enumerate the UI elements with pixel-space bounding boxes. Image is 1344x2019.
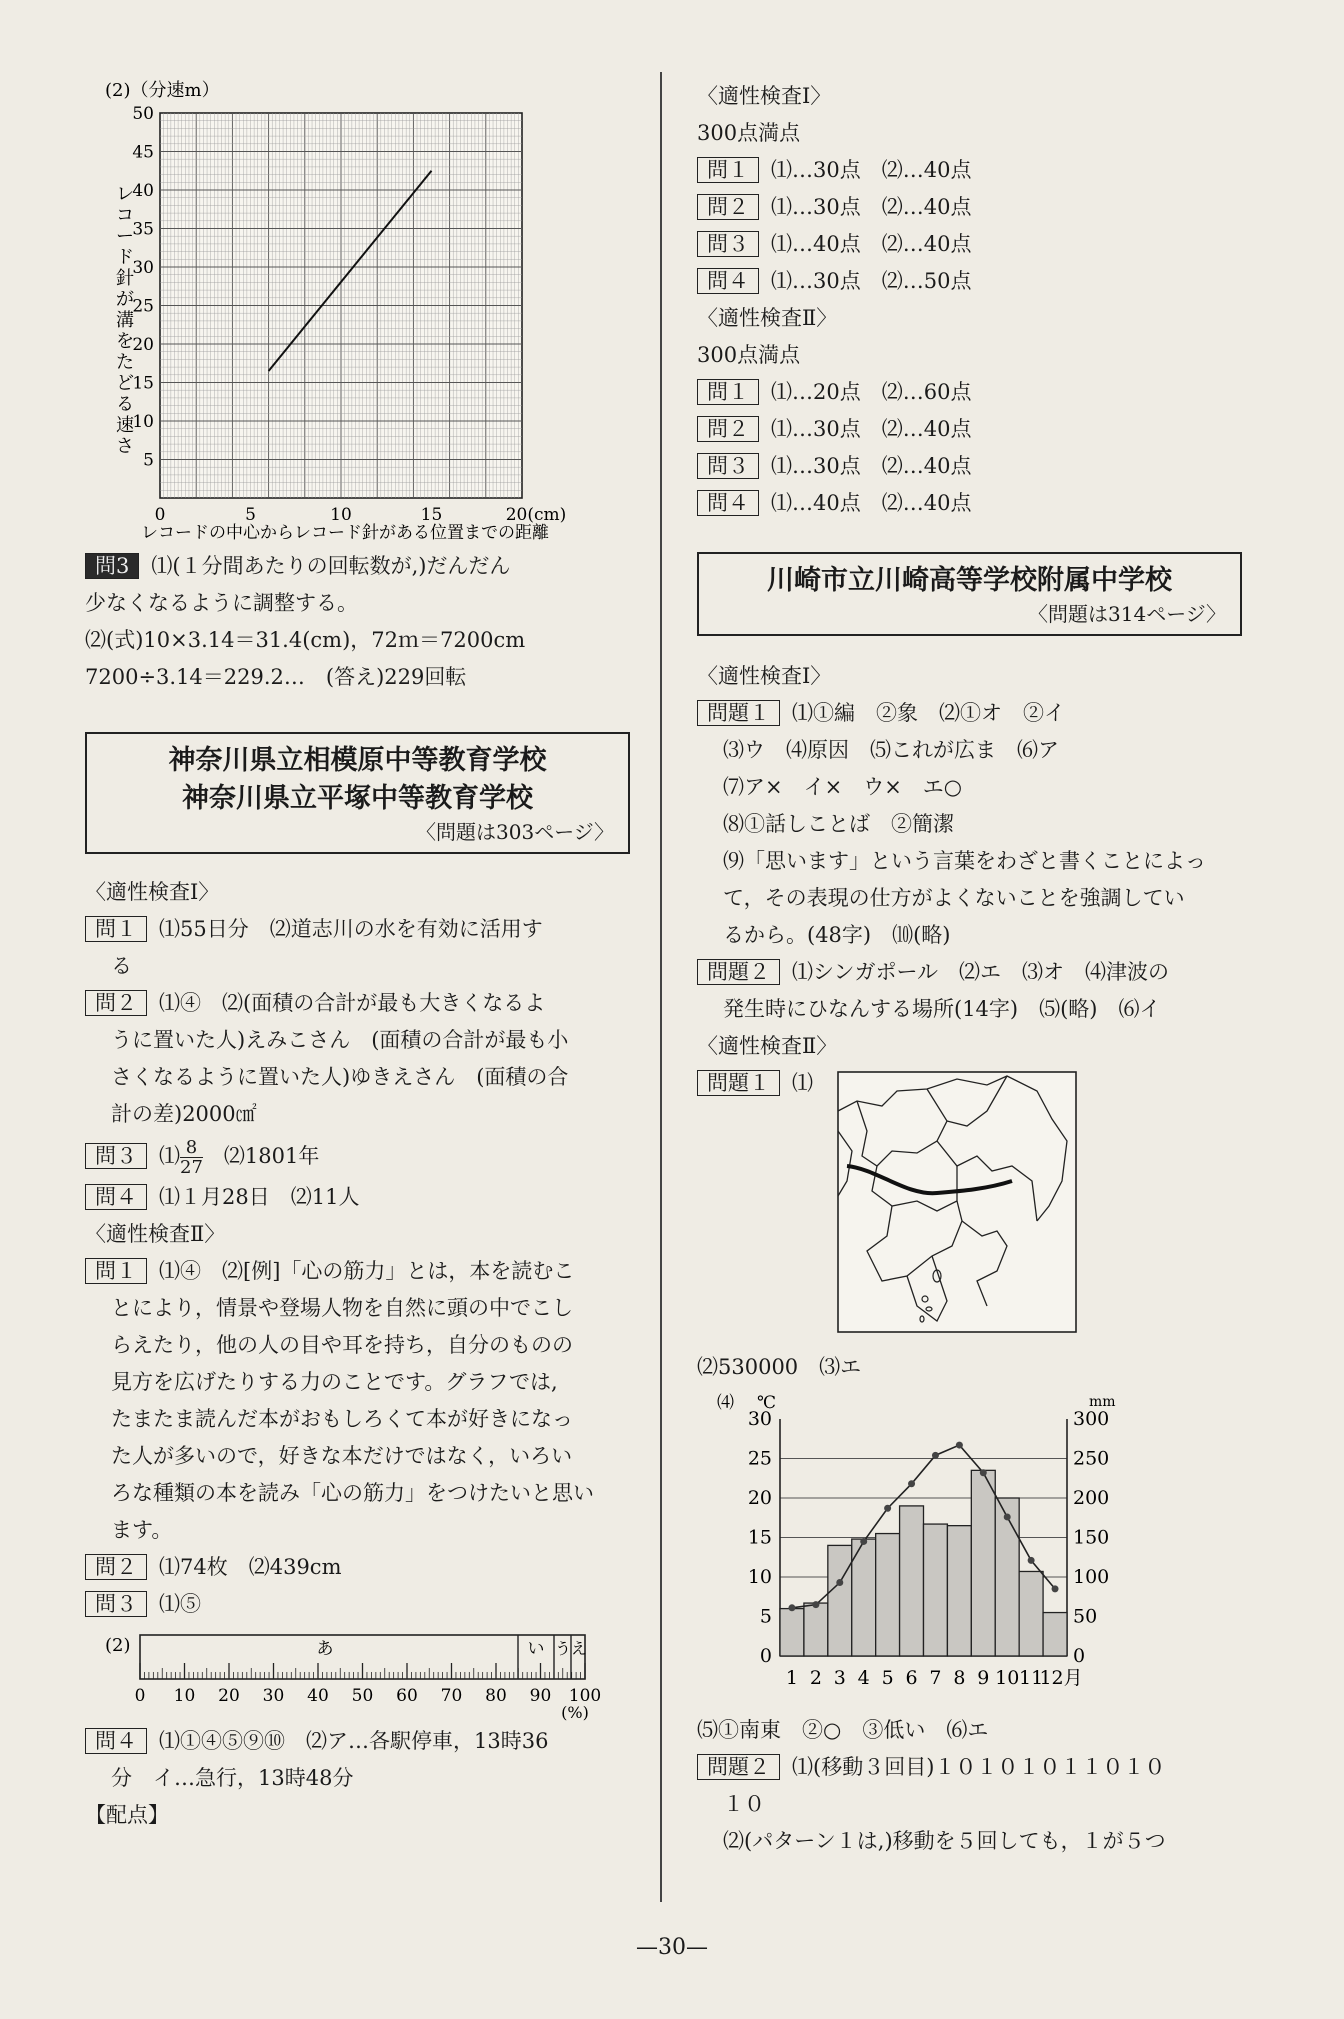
score-row-label: 問１	[697, 379, 759, 405]
right-column	[697, 78, 1242, 1860]
bar-scale-tick-label: 50	[351, 1686, 374, 1706]
t1-q2-l2: うに置いた人)えみこさん (面積の合計が最も小	[111, 1028, 569, 1052]
climate-left-unit: ℃	[757, 1393, 777, 1413]
climate-month-label: 5	[881, 1667, 894, 1689]
speed-chart-x-tick: 20(cm)	[505, 505, 567, 525]
climate-right-tick: 0	[1073, 1645, 1086, 1667]
bar-scale-tick-label: 20	[218, 1686, 240, 1706]
speed-chart-y-tick: 35	[132, 219, 154, 240]
q3-label: 問3	[85, 553, 139, 579]
climate-left-tick: 0	[759, 1645, 772, 1667]
test1-heading: 〈適性検査Ⅰ〉	[85, 880, 220, 904]
speed-chart-y-tick: 5	[143, 450, 154, 471]
speed-chart-x-tick: 15	[420, 505, 443, 525]
score-row-label: 問２	[697, 194, 759, 220]
temperature-point	[812, 1601, 819, 1608]
score-row-text: ⑴…40点 ⑵…40点	[771, 491, 972, 515]
score-row-label: 問２	[697, 416, 759, 442]
climate-month-label: 8	[953, 1667, 966, 1689]
t2-q1-label: 問１	[85, 1258, 147, 1284]
precipitation-bar	[780, 1609, 804, 1656]
climate-chart	[697, 1386, 1242, 1706]
temperature-point	[932, 1452, 939, 1459]
climate-month-label: 1	[785, 1667, 799, 1689]
score-row	[697, 448, 1242, 485]
climate-right-tick: 150	[1073, 1526, 1110, 1549]
speed-chart-ylabel-char: コ	[116, 205, 134, 226]
school-title-2: 神奈川県立平塚中等教育学校	[182, 783, 533, 814]
t1-q4-label: 問４	[85, 1184, 147, 1210]
precipitation-bar	[1043, 1613, 1067, 1656]
t1-q2-l1: ⑴④ ⑵(面積の合計が最も大きくなるよ	[159, 991, 546, 1015]
speed-chart-ylabel-char: ド	[116, 247, 134, 268]
k2-p1-map-prefix: ⑴	[792, 1071, 813, 1095]
k2-line-after-map: ⑵530000 ⑶エ	[697, 1355, 862, 1379]
speed-chart-ylabel-char: ー	[116, 226, 134, 247]
climate-left-tick: 25	[747, 1447, 772, 1470]
t1-q2-label: 問２	[85, 990, 147, 1016]
climate-right-tick: 100	[1073, 1566, 1110, 1588]
score-row-label: 問４	[697, 490, 759, 516]
haiten: 【配点】	[85, 1803, 169, 1827]
kanto-map	[837, 1071, 1077, 1333]
climate-right-unit: mm	[1089, 1394, 1116, 1410]
climate-month-label: 9	[977, 1667, 990, 1689]
temperature-point	[980, 1469, 987, 1476]
score-row-label: 問１	[697, 157, 759, 183]
column-divider	[660, 72, 662, 1902]
climate-left-tick: 30	[747, 1408, 772, 1430]
k1-p1-l2: ⑶ウ ⑷原因 ⑸これが広ま ⑹ア	[723, 738, 1059, 762]
speed-chart-ylabel-char: る	[116, 394, 134, 415]
bar-scale-tick-label: 30	[262, 1686, 285, 1706]
score-row	[697, 374, 1242, 411]
speed-chart-x-tick: 10	[330, 505, 352, 525]
speed-chart-ylabel-char: を	[116, 331, 134, 352]
t2-q1-l6: た人が多いので，好きな本だけではなく，いろい	[111, 1444, 573, 1468]
k2-p1-label: 問題１	[697, 1070, 780, 1096]
t2-q1-l8: ます。	[111, 1518, 173, 1542]
t1-q1-label: 問１	[85, 916, 147, 942]
segment-e: え	[570, 1639, 588, 1658]
climate-month-label: 11	[1019, 1667, 1044, 1689]
bar-scale-tick-label: 60	[396, 1686, 418, 1706]
score-row-text: ⑴…30点 ⑵…40点	[771, 195, 972, 219]
bar-scale-tick-label: 70	[440, 1686, 463, 1706]
k1-p1-l5: ⑼「思います」という言葉をわざと書くことによっ	[723, 849, 1206, 873]
bar-scale-unit: (%)	[561, 1703, 589, 1722]
temperature-point	[836, 1579, 843, 1586]
k1-p1-l4: ⑻①話しことば ②簡潔	[723, 812, 954, 836]
t1-q3-pre: ⑴	[159, 1144, 180, 1168]
speed-chart-label: (2)（分速m）	[105, 80, 220, 101]
bar-scale-prefix: (2)	[105, 1635, 131, 1656]
speed-chart-y-tick: 10	[132, 412, 154, 432]
speed-chart-y-tick: 50	[132, 104, 154, 124]
speed-chart-y-tick: 25	[132, 296, 154, 317]
segment-u: う	[554, 1639, 572, 1658]
left-column	[85, 78, 630, 1834]
temperature-point	[788, 1604, 795, 1611]
t2-q1-l5: たまたま読んだ本がおもしろくて本が好きになっ	[111, 1407, 573, 1431]
t2-q4-l1: ⑴①④⑤⑨⑩ ⑵ア…各駅停車，13時36	[159, 1729, 549, 1753]
climate-month-label: 7	[929, 1667, 942, 1689]
fraction-numerator: 8	[180, 1138, 203, 1158]
speed-chart-ylabel-char: レ	[116, 184, 134, 205]
climate-right-tick: 50	[1073, 1605, 1098, 1628]
score-row-text: ⑴…30点 ⑵…40点	[771, 158, 972, 182]
t1-q3-post: ⑵1801年	[202, 1144, 320, 1168]
k2-p2-l1: ⑴(移動３回目)１０１０１０１１０１０	[792, 1755, 1166, 1779]
k2-heading: 〈適性検査Ⅱ〉	[697, 1034, 838, 1058]
t1-q4-l1: ⑴１月28日 ⑵11人	[159, 1185, 360, 1209]
t2-q1-l4: 見方を広げたりする力のことです。グラフでは,	[111, 1370, 558, 1394]
k2-l5: ⑸①南東 ②○ ③低い ⑹エ	[697, 1718, 989, 1742]
score-row	[697, 152, 1242, 189]
climate-month-label: 12月	[1039, 1667, 1083, 1689]
speed-chart-x-tick: 5	[245, 505, 256, 525]
kawasaki-title: 川崎市立川崎高等学校附属中学校	[767, 565, 1172, 596]
climate-right-tick: 300	[1073, 1408, 1110, 1430]
q3-line3: ⑵(式)10×3.14＝31.4(cm)，72ｍ＝7200cm	[85, 628, 526, 652]
t1-q2-l4: 計の差)2000㎠	[111, 1102, 257, 1126]
speed-chart	[85, 78, 630, 548]
climate-month-label: 3	[833, 1667, 846, 1689]
t2-q3-l1: ⑴⑤	[159, 1592, 201, 1616]
bar-scale-tick-label: 90	[529, 1686, 552, 1706]
bar-scale-tick-label: 80	[485, 1686, 507, 1706]
kawasaki-sub: 〈問題は314ページ〉	[1028, 602, 1226, 626]
temperature-point	[884, 1505, 891, 1512]
climate-left-tick: 10	[747, 1566, 772, 1588]
temperature-point	[908, 1480, 915, 1487]
k1-p1-l7: るから。(48字) ⑽(略)	[723, 923, 951, 947]
bar-scale-tick-label: 10	[173, 1686, 196, 1706]
t1-q2-l3: さくなるように置いた人)ゆきえさん (面積の合	[111, 1065, 569, 1089]
speed-chart-y-tick: 20	[132, 335, 154, 355]
score-row	[697, 189, 1242, 226]
score-row-label: 問４	[697, 268, 759, 294]
climate-left-tick: 20	[747, 1487, 772, 1509]
a1-heading: 〈適性検査Ⅰ〉	[697, 84, 832, 108]
climate-left-tick: 15	[747, 1526, 772, 1549]
precipitation-bar	[900, 1506, 924, 1656]
speed-chart-xlabel: レコードの中心からレコード針がある位置までの距離	[141, 523, 549, 543]
t2-q1-l7: ろな種類の本を読み「心の筋力」をつけたいと思い	[111, 1481, 594, 1505]
q3-line4: 7200÷3.14＝229.2… (答え)229回転	[85, 665, 467, 689]
segment-i: い	[527, 1639, 545, 1659]
temperature-point	[956, 1442, 963, 1449]
q3-line1: ⑴(１分間あたりの回転数が,)だんだん	[151, 554, 511, 578]
k1-heading: 〈適性検査Ⅰ〉	[697, 664, 832, 688]
climate-left-tick: 5	[759, 1605, 772, 1628]
k2-p2-l2: １０	[723, 1792, 765, 1816]
t1-q3-label: 問３	[85, 1143, 147, 1169]
k1-p1-l1: ⑴①編 ②象 ⑵①オ ②イ	[792, 701, 1065, 725]
speed-chart-ylabel-char: 速	[116, 415, 134, 436]
score-row-text: ⑴…30点 ⑵…40点	[771, 454, 972, 478]
climate-right-tick: 250	[1073, 1447, 1110, 1470]
score-row-label: 問３	[697, 231, 759, 257]
school-box-kanagawa	[85, 732, 630, 854]
school-box-kawasaki	[697, 552, 1242, 636]
a2-total: 300点満点	[697, 343, 801, 367]
speed-chart-y-tick: 30	[132, 258, 154, 278]
t2-q2-l1: ⑴74枚 ⑵439cm	[159, 1555, 342, 1579]
score-row	[697, 411, 1242, 448]
speed-chart-ylabel-char: 溝	[116, 310, 134, 331]
k2-p2-label: 問題２	[697, 1754, 780, 1780]
score-row	[697, 485, 1242, 522]
bar-scale-tick-label: 0	[134, 1686, 146, 1706]
fraction	[180, 1138, 203, 1177]
score-row-text: ⑴…20点 ⑵…60点	[771, 380, 972, 404]
t2-q1-l2: とにより，情景や登場人物を自然に頭の中でこし	[111, 1296, 573, 1320]
climate-month-label: 10	[995, 1667, 1020, 1689]
score-row-text: ⑴…40点 ⑵…40点	[771, 232, 972, 256]
score-row-label: 問３	[697, 453, 759, 479]
bar-scale-tick-label: 40	[307, 1686, 329, 1706]
precipitation-bar	[947, 1526, 971, 1656]
precipitation-bar	[876, 1534, 900, 1656]
page-number: —30—	[636, 1935, 708, 1960]
speed-chart-y-tick: 45	[132, 142, 154, 163]
temperature-point	[860, 1538, 867, 1545]
t2-q1-l1: ⑴④ ⑵[例]「心の筋力」とは，本を読むこ	[159, 1259, 575, 1283]
t2-q3-label: 問３	[85, 1591, 147, 1617]
speed-chart-ylabel-char: 針	[116, 268, 134, 289]
k1-p2-label: 問題２	[697, 959, 780, 985]
k1-p2-l1: ⑴シンガポール ⑵エ ⑶オ ⑷津波の	[792, 960, 1170, 984]
precipitation-bar	[971, 1470, 995, 1656]
q3-line2: 少なくなるように調整する。	[85, 591, 358, 615]
speed-chart-ylabel-char: ど	[116, 373, 134, 394]
temperature-point	[1028, 1557, 1035, 1564]
climate-month-label: 4	[857, 1667, 870, 1689]
a2-score-list	[697, 374, 1242, 522]
score-row	[697, 263, 1242, 300]
temperature-point	[1052, 1585, 1059, 1592]
t2-q4-label: 問４	[85, 1728, 147, 1754]
a1-total: 300点満点	[697, 121, 801, 145]
fraction-denominator: 27	[180, 1157, 203, 1178]
speed-chart-y-tick: 40	[132, 181, 154, 201]
precipitation-bar	[924, 1524, 948, 1656]
k1-p1-l3: ⑺ア× イ× ウ× エ○	[723, 775, 963, 799]
school-title-1: 神奈川県立相模原中等教育学校	[168, 745, 547, 776]
climate-month-label: 6	[905, 1667, 918, 1689]
t2-q1-l3: らえたり，他の人の目や耳を持ち，自分のものの	[111, 1333, 573, 1357]
k1-p1-l6: て，その表現の仕方がよくないことを強調してい	[723, 886, 1185, 910]
school-sub: 〈問題は303ページ〉	[416, 820, 614, 844]
a1-score-list	[697, 152, 1242, 300]
score-row-text: ⑴…30点 ⑵…40点	[771, 417, 972, 441]
climate-chart-prefix: ⑷	[717, 1393, 734, 1413]
test2-heading: 〈適性検査Ⅱ〉	[85, 1222, 226, 1246]
percent-bar-scale	[85, 1623, 630, 1723]
speed-chart-x-tick: 0	[154, 505, 166, 525]
t1-q1-l1: ⑴55日分 ⑵道志川の水を有効に活用す	[159, 917, 543, 941]
precipitation-bar	[1019, 1571, 1043, 1656]
score-row	[697, 226, 1242, 263]
precipitation-bar	[804, 1603, 828, 1656]
speed-chart-ylabel-char: さ	[116, 436, 134, 457]
t2-q4-l2: 分 イ…急行，13時48分	[111, 1766, 354, 1790]
climate-right-tick: 200	[1073, 1487, 1110, 1509]
score-row-text: ⑴…30点 ⑵…50点	[771, 269, 972, 293]
k1-p1-label: 問題１	[697, 700, 780, 726]
segment-a: あ	[316, 1639, 334, 1659]
t2-q2-label: 問２	[85, 1554, 147, 1580]
a2-heading: 〈適性検査Ⅱ〉	[697, 306, 838, 330]
precipitation-bar	[995, 1498, 1019, 1656]
bar-scale-tick-label: 100	[568, 1686, 602, 1706]
k2-p2-l3: ⑵(パターン１は,)移動を５回しても，１が５つ	[723, 1829, 1166, 1853]
speed-chart-ylabel-char: た	[116, 352, 134, 373]
k1-p2-l2: 発生時にひなんする場所(14字) ⑸(略) ⑹イ	[723, 997, 1161, 1021]
precipitation-bar	[828, 1545, 852, 1656]
speed-chart-y-tick: 15	[132, 373, 154, 394]
speed-chart-ylabel-char: が	[116, 289, 134, 310]
temperature-point	[1004, 1513, 1011, 1520]
t1-q1-l2: る	[111, 954, 132, 978]
climate-month-label: 2	[809, 1667, 822, 1689]
